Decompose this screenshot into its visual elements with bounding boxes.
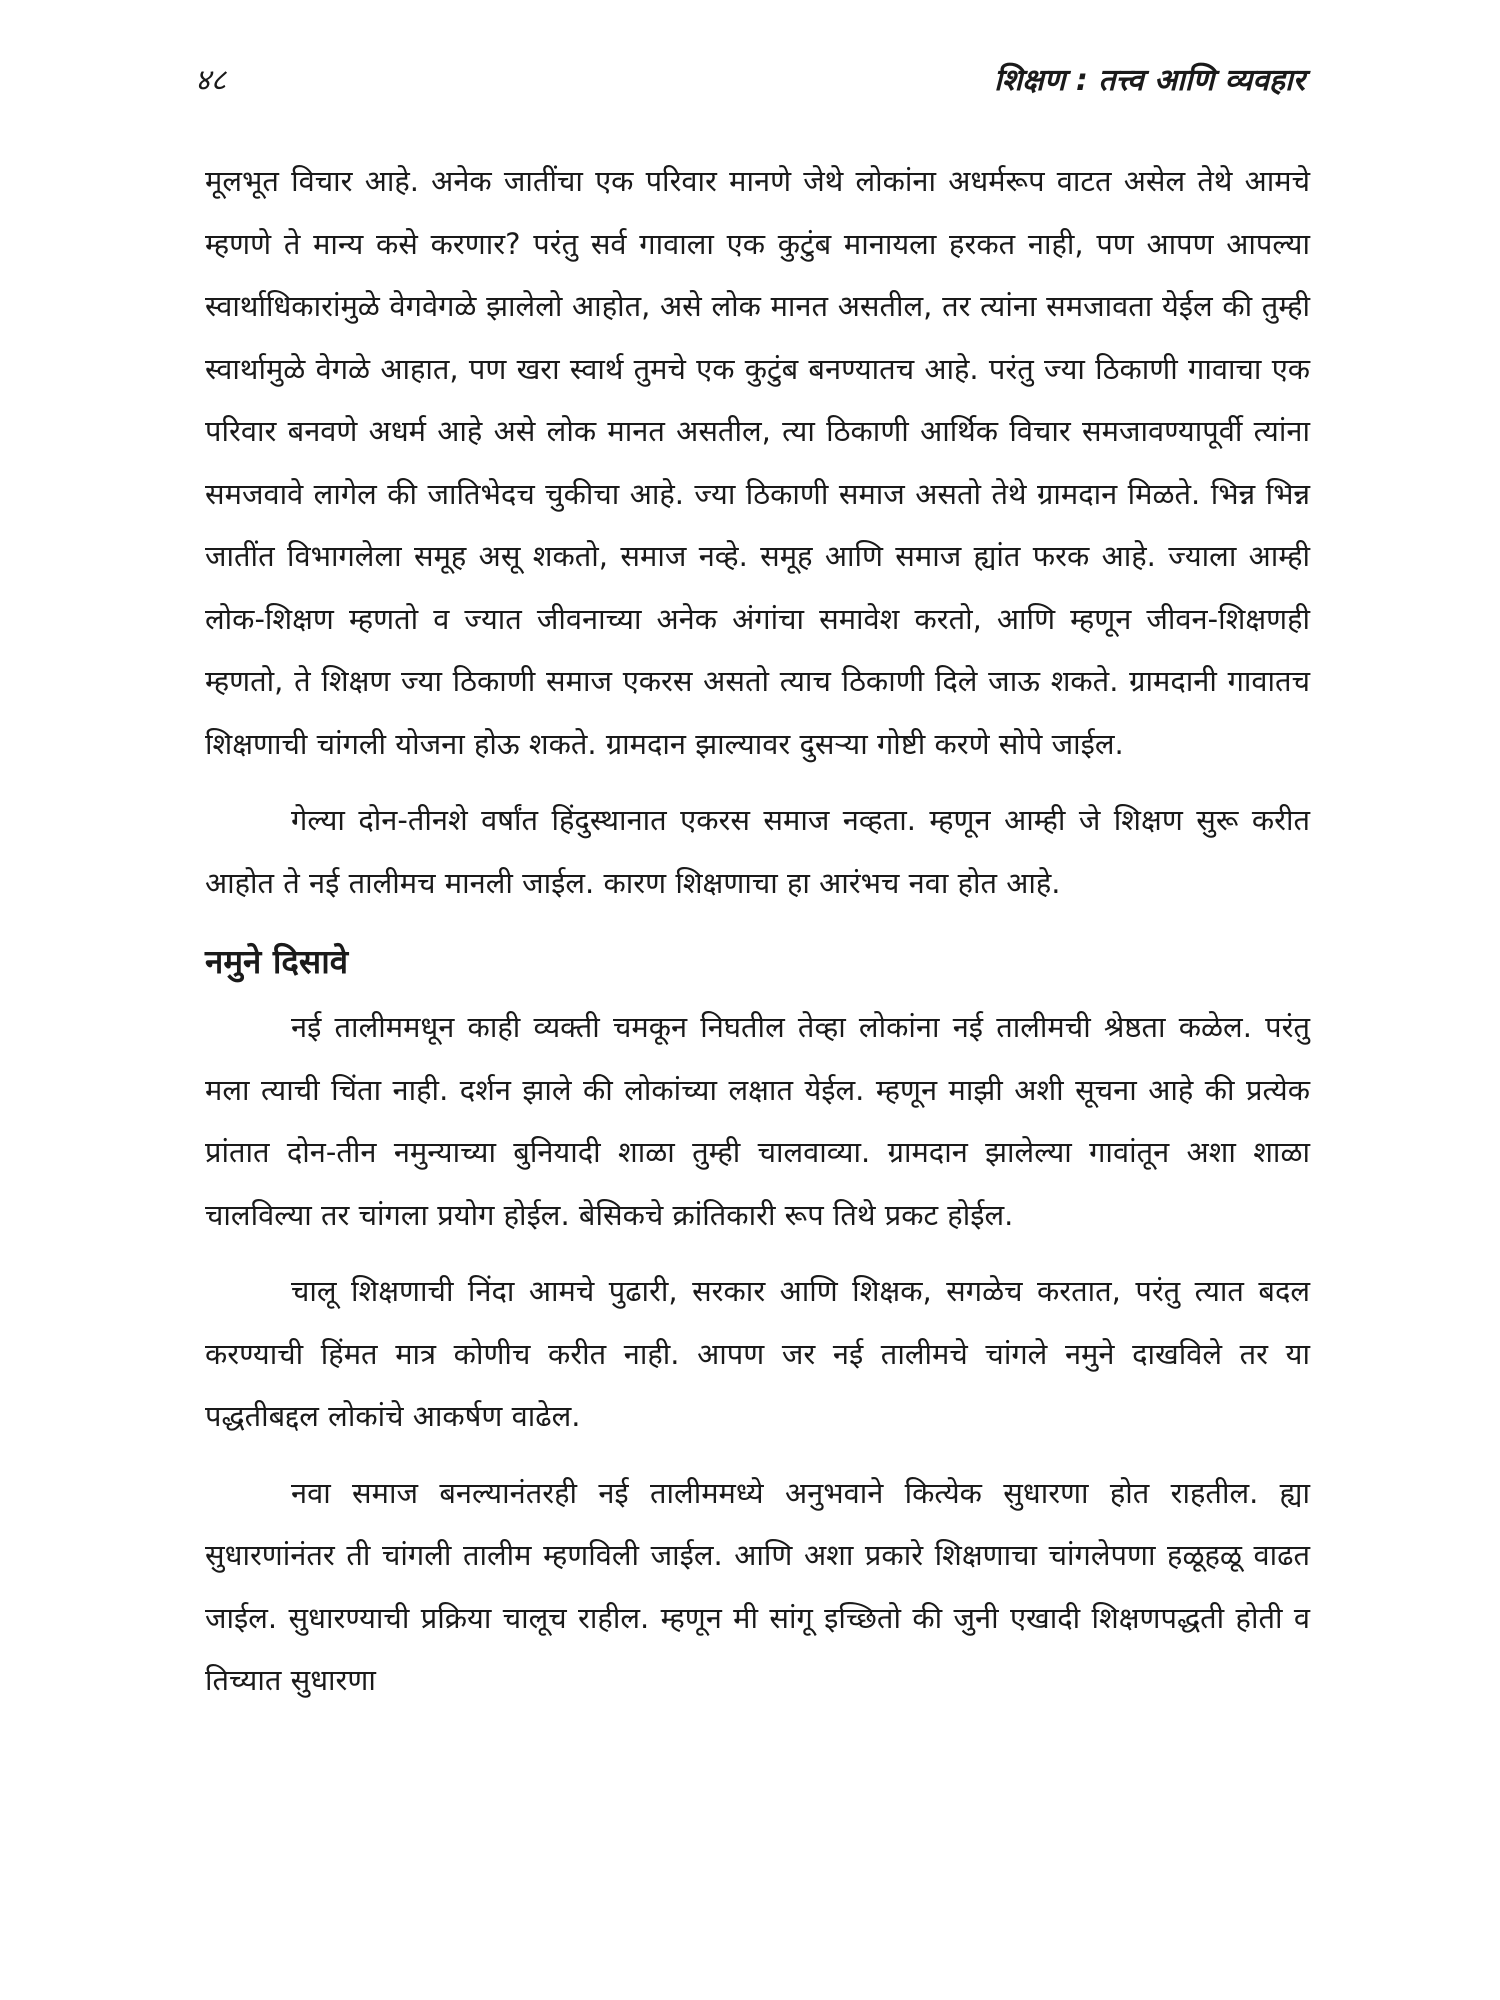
page-body — [205, 150, 1310, 1726]
paragraph: नई तालीममधून काही व्यक्ती चमकून निघतील तेव्हा लोकांना नई तालीमची श्रेष्ठता कळेल. परंतु मला त्याची चिंता नाही. दर्शन झाले की लोकांच्या लक्षात येईल. म्हणून माझी अशी सूचना आहे की प्रत्येक प्रांतात दोन-तीन नमुन्याच्या बुनियादी शाळा तुम्ही चालवाव्या. ग्रामदान झालेल्या गावांतून अशा शाळा चालविल्या तर चांगला प्रयोग होईल. बेसिकचे क्रांतिकारी रूप तिथे प्रकट होईल. — [205, 1010, 1310, 1232]
paragraph: नवा समाज बनल्यानंतरही नई तालीममध्ये अनुभवाने कित्येक सुधारणा होत राहतील. ह्या सुधारणांनंतर ती चांगली तालीम म्हणविली जाईल. आणि अशा प्रकारे शिक्षणाचा चांगलेपणा हळूहळू वाढत जाईल. सुधारण्याची प्रक्रिया चालूच राहील. म्हणून मी सांगू इच्छितो की जुनी एखादी शिक्षणपद्धती होती व तिच्यात सुधारणा — [205, 1475, 1310, 1697]
paragraph: गेल्या दोन-तीनशे वर्षांत हिंदुस्थानात एकरस समाज नव्हता. म्हणून आम्ही जे शिक्षण सुरू करीत आहोत ते नई तालीमच मानली जाईल. कारण शिक्षणाचा हा आरंभच नवा होत आहे. — [205, 803, 1310, 900]
page-number: ४८ — [195, 63, 227, 98]
paragraph: चालू शिक्षणाची निंदा आमचे पुढारी, सरकार आणि शिक्षक, सगळेच करतात, परंतु त्यात बदल करण्याची हिंमत मात्र कोणीच करीत नाही. आपण जर नई तालीमचे चांगले नमुने दाखविले तर या पद्धतीबद्दल लोकांचे आकर्षण वाढेल. — [205, 1274, 1310, 1433]
page-header — [195, 58, 1305, 108]
running-title: शिक्षण : तत्त्व आणि व्यवहार — [994, 63, 1305, 98]
paragraph: मूलभूत विचार आहे. अनेक जातींचा एक परिवार मानणे जेथे लोकांना अधर्मरूप वाटत असेल तेथे आमचे म्हणणे ते मान्य कसे करणार? परंतु सर्व गावाला एक कुटुंब मानायला हरकत नाही, पण आपण आपल्या स्वार्थाधिकारांमुळे वेगवेगळे झालेलो आहोत, असे लोक मानत असतील, तर त्यांना समजावता येईल की तुम्ही स्वार्थामुळे वेगळे आहात, पण खरा स्वार्थ तुमचे एक कुटुंब बनण्यातच आहे. परंतु ज्या ठिकाणी गावाचा एक परिवार बनवणे अधर्म आहे असे लोक मानत असतील, त्या ठिकाणी आर्थिक विचार समजावण्यापूर्वी त्यांना समजवावे लागेल की जातिभेदच चुकीचा आहे. ज्या ठिकाणी समाज असतो तेथे ग्रामदान मिळते. भिन्न भिन्न जातींत विभागलेला समूह असू शकतो, समाज नव्हे. समूह आणि समाज ह्यांत फरक आहे. ज्याला आम्ही लोक-शिक्षण म्हणतो व ज्यात जीवनाच्या अनेक अंगांचा समावेश करतो, आणि म्हणून जीवन-शिक्षणही म्हणतो, ते शिक्षण ज्या ठिकाणी समाज एकरस असतो त्याच ठिकाणी दिले जाऊ शकते. ग्रामदानी गावातच शिक्षणाची चांगली योजना होऊ शकते. ग्रामदान झाल्यावर दुसऱ्या गोष्टी करणे सोपे जाईल. — [205, 164, 1310, 761]
section-heading: नमुने दिसावे — [205, 942, 349, 981]
